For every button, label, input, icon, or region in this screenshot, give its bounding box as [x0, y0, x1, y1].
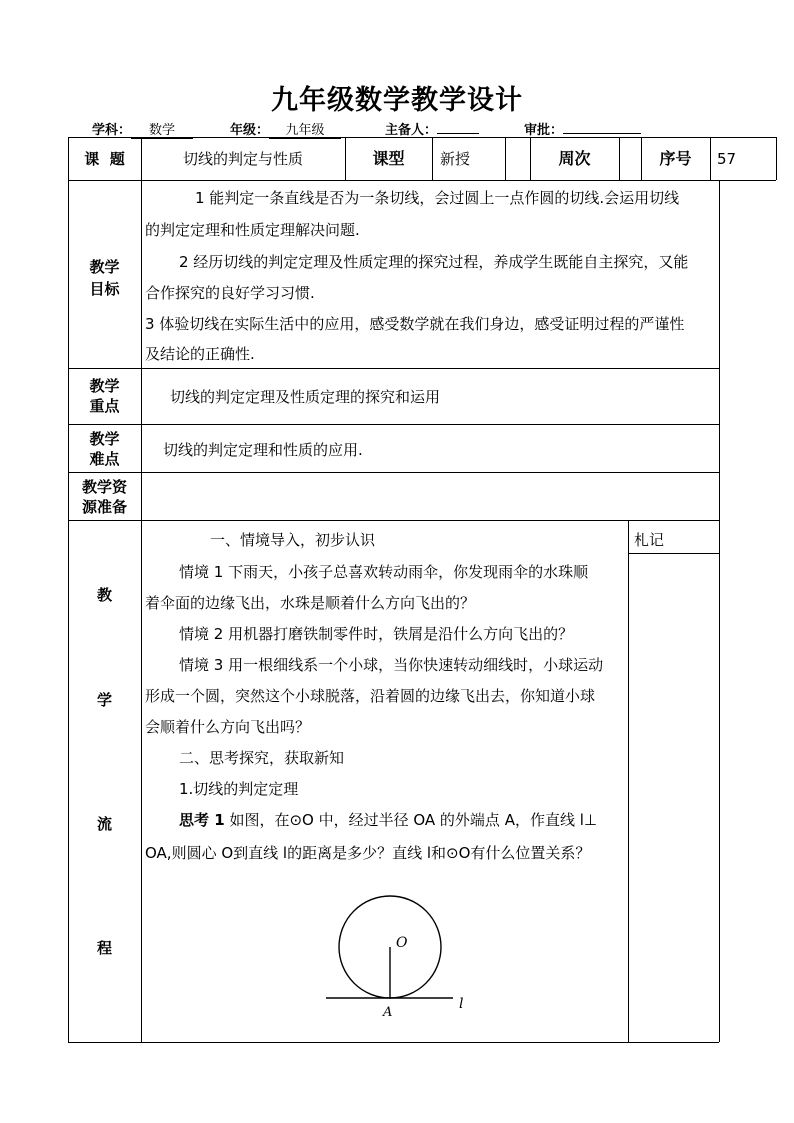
- rule-notes-col: [628, 520, 629, 1042]
- difficulty-text: 切线的判定定理和性质的应用.: [163, 441, 363, 459]
- topic-label: 课 题: [84, 150, 125, 168]
- scenario-1-line-2: 着伞面的边缘飞出，水珠是顺着什么方向飞出的？: [145, 594, 476, 612]
- rule-right: [719, 180, 720, 1042]
- type-value: 新授: [440, 150, 471, 168]
- subsection-heading: 1.切线的判定定理: [179, 780, 299, 798]
- key-text: 切线的判定定理及性质定理的探究和运用: [170, 388, 441, 406]
- process-label-char-2: 学: [96, 691, 112, 709]
- rule-key-bottom: [68, 424, 719, 425]
- grade-field: [230, 119, 341, 139]
- seq-label: 序号: [659, 149, 692, 168]
- rule-label-col: [141, 137, 142, 1042]
- think-1-line-1: [179, 809, 597, 830]
- goals-line-5: 3 体验切线在实际生活中的应用，感受数学就在我们身边，感受证明过程的严谨性: [145, 315, 685, 333]
- grade-label: 年级：: [230, 123, 270, 138]
- review-value: [563, 132, 641, 134]
- section-2-heading: 二、思考探究，获取新知: [179, 749, 345, 767]
- think-label: 思考 1: [179, 811, 225, 829]
- rule-h5: [619, 137, 620, 180]
- tangent-figure: [320, 895, 480, 1020]
- review-label: 审批：: [524, 123, 564, 138]
- rule-h7: [710, 137, 711, 180]
- scenario-3-line-1: 情境 3 用一根细线系一个小球，当你快速转动细线时，小球运动: [179, 656, 604, 674]
- think-1-line-2: OA,则圆心 O到直线 l的距离是多少？直线 l和⊙O有什么位置关系？: [145, 844, 591, 862]
- rule-h2: [432, 137, 433, 180]
- scenario-3-line-2: 形成一个圆，突然这个小球脱落，沿着圆的边缘飞出去，你知道小球: [145, 687, 596, 705]
- scenario-1-line-1: 情境 1 下雨天，小孩子总喜欢转动雨伞，你发现雨伞的水珠顺: [179, 563, 589, 581]
- goals-label: [68, 256, 141, 300]
- rule-header-bottom: [68, 180, 776, 181]
- week-label: 周次: [558, 149, 591, 168]
- rule-right-header: [776, 137, 777, 180]
- think-text-1: 如图，在⊙O 中，经过半径 OA 的外端点 A，作直线 l⊥: [224, 811, 597, 829]
- rule-goals-bottom: [68, 368, 719, 369]
- grade-value: 九年级: [269, 124, 341, 139]
- difficulty-label-line1: 教学: [89, 430, 120, 448]
- label-l: l: [459, 996, 464, 1012]
- rule-resources-bottom: [68, 520, 719, 521]
- scenario-2-line: 情境 2 用机器打磨铁制零件时，铁屑是沿什么方向飞出的？: [179, 625, 574, 643]
- subject-label: 学科：: [92, 123, 132, 138]
- label-a: A: [383, 1005, 393, 1020]
- goals-line-2: 的判定定理和性质定理解决问题.: [145, 221, 360, 239]
- difficulty-label: [68, 429, 141, 469]
- resources-label-line2: 源准备: [81, 498, 127, 516]
- section-1-heading: 一、情境导入，初步认识: [210, 531, 376, 549]
- goals-line-6: 及结论的正确性.: [145, 345, 255, 363]
- rule-difficulty-bottom: [68, 472, 719, 473]
- resources-label-line1: 教学资: [81, 478, 127, 496]
- key-label: [68, 376, 141, 416]
- goals-label-line2: 目标: [89, 280, 120, 298]
- preparer-label: 主备人：: [385, 123, 438, 138]
- goals-line-1: 1 能判定一条直线是否为一条切线，会过圆上一点作圆的切线.会运用切线: [195, 189, 680, 207]
- rule-notes-header: [628, 553, 719, 554]
- seq-value: 57: [717, 150, 737, 168]
- review-field: [524, 119, 641, 138]
- subject-field: [92, 119, 193, 139]
- page-title: 九年级数学教学设计: [271, 85, 523, 116]
- process-label-char-1: 教: [96, 586, 112, 604]
- preparer-field: [385, 119, 479, 138]
- subject-value: 数学: [131, 124, 193, 139]
- goals-label-line1: 教学: [89, 258, 120, 276]
- type-label: 课型: [372, 149, 405, 168]
- key-label-line1: 教学: [89, 377, 120, 395]
- label-o: O: [396, 935, 408, 951]
- topic-value: 切线的判定与性质: [182, 150, 303, 168]
- resources-label: [68, 477, 141, 517]
- key-label-line2: 重点: [89, 397, 120, 415]
- scenario-3-line-3: 会顺着什么方向飞出吗？: [145, 718, 311, 736]
- goals-line-4: 合作探究的良好学习习惯.: [145, 284, 315, 302]
- goals-line-3: 2 经历切线的判定定理及性质定理的探究过程，养成学生既能自主探究，又能: [179, 253, 689, 271]
- process-label-char-3: 流: [96, 815, 112, 833]
- rule-bottom: [68, 1042, 719, 1043]
- difficulty-label-line2: 难点: [89, 450, 120, 468]
- rule-top: [68, 137, 776, 138]
- preparer-value: [437, 132, 479, 134]
- rule-h3: [505, 137, 506, 180]
- notes-label: 札记: [634, 531, 665, 549]
- process-label-char-4: 程: [96, 939, 112, 957]
